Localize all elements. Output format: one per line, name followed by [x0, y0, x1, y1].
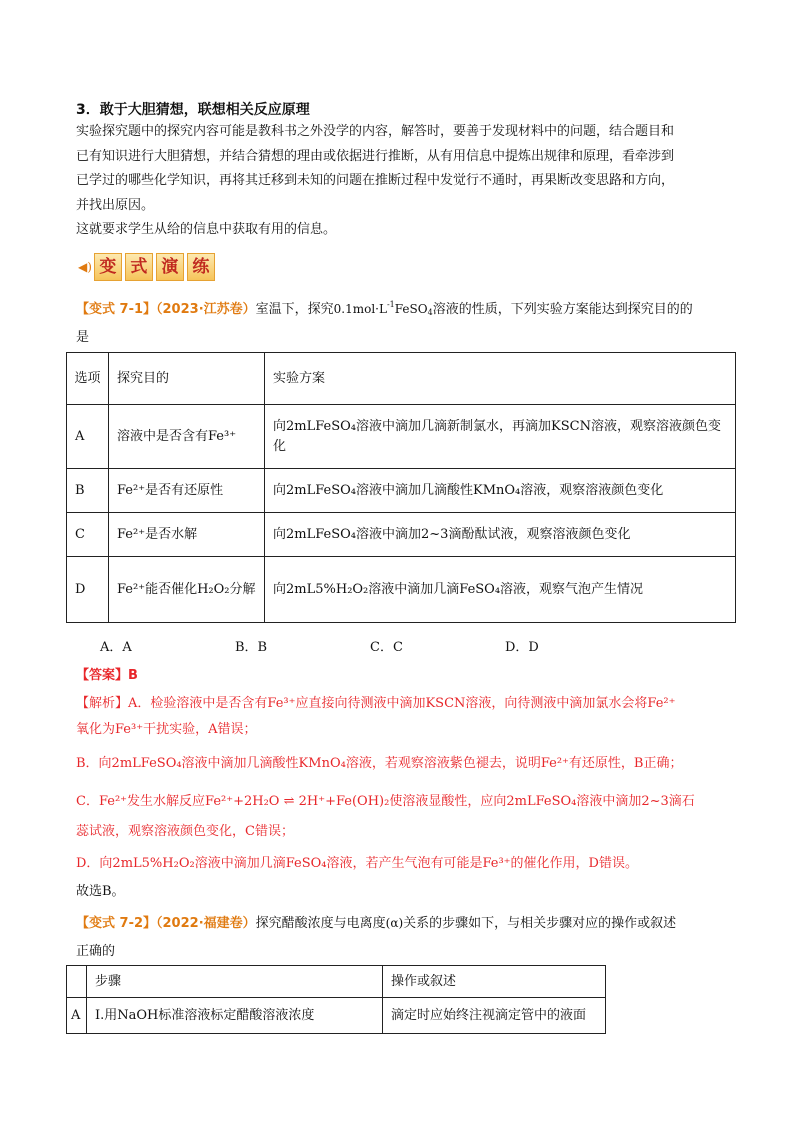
q1-row-opt: D — [67, 557, 109, 623]
q2-stem — [76, 912, 676, 931]
q1-analysis-line-3: B．向2mLFeSO₄溶液中滴加几滴酸性KMnO₄溶液，若观察溶液紫色褪去，说明Fe²⁺有还原性，B正确； — [76, 756, 683, 771]
q1-option-b[interactable]: B．B — [235, 640, 268, 655]
q1-stem — [76, 298, 693, 317]
q1-option-a[interactable]: A．A — [100, 640, 132, 655]
intro-paragraph — [76, 120, 726, 243]
q1-stem-text: 室温下，探究 — [255, 302, 334, 317]
q2-row-opt: A — [67, 998, 87, 1034]
q1-analysis-line-5: 蕊试液，观察溶液颜色变化，C错误； — [76, 824, 294, 839]
q2-tag: 【变式 7-2】 — [76, 916, 157, 931]
q1-table — [66, 352, 736, 623]
q1-option-c[interactable]: C．C — [370, 640, 403, 655]
q1-row-purpose: Fe²⁺是否水解 — [109, 513, 265, 557]
q1-analysis-line-1: 【解析】A．检验溶液中是否含有Fe³⁺应直接向待测液中滴加KSCN溶液，向待测液中滴加氯水会将Fe²⁺ — [76, 696, 676, 711]
q1-conc: 0.1mol·L — [333, 302, 387, 316]
q2-source: （2022·福建卷） — [156, 916, 256, 931]
q1-row-opt: B — [67, 469, 109, 513]
banner-char: 式 — [125, 253, 153, 281]
q2-alpha: (α) — [385, 916, 404, 930]
q1-row-plan: 向2mLFeSO₄溶液中滴加几滴新制氯水，再滴加KSCN溶液，观察溶液颜色变化 — [265, 405, 736, 469]
q1-formula: FeSO — [394, 302, 428, 316]
intro-line-1: 实验探究题中的探究内容可能是教科书之外没学的内容，解答时，要善于发现材料中的问题，结合题目和 — [76, 124, 675, 139]
q1-row-purpose: 溶液中是否含有Fe³⁺ — [109, 405, 265, 469]
intro-line-5: 这就要求学生从给的信息中获取有用的信息。 — [76, 222, 337, 237]
q1-analysis-line-6: D．向2mL5%H₂O₂溶液中滴加几滴FeSO₄溶液，若产生气泡有可能是Fe³⁺的催化作用，D错误。 — [76, 856, 638, 871]
q1-row-purpose: Fe²⁺是否有还原性 — [109, 469, 265, 513]
q1-row-opt: A — [67, 405, 109, 469]
intro-line-3: 已学过的哪些化学知识，再将其迁移到未知的问题在推断过程中发觉行不通时，再果断改变思路和方向， — [76, 173, 675, 188]
q1-formula-sub: 4 — [427, 308, 433, 317]
q2-header-op: 操作或叙述 — [383, 966, 606, 998]
intro-line-4: 并找出原因。 — [76, 197, 155, 213]
q1-row-purpose: Fe²⁺能否催化H₂O₂分解 — [109, 557, 265, 623]
q1-source: （2023·江苏卷） — [156, 302, 256, 317]
q1-row-plan: 向2mLFeSO₄溶液中滴加2~3滴酚酞试液，观察溶液颜色变化 — [265, 513, 736, 557]
q1-header-plan: 实验方案 — [265, 353, 736, 405]
banner-char: 演 — [156, 253, 184, 281]
q1-row-plan: 向2mL5%H₂O₂溶液中滴加几滴FeSO₄溶液，观察气泡产生情况 — [265, 557, 736, 623]
section-heading: 3．敢于大胆猜想，联想相关反应原理 — [76, 102, 310, 118]
q1-conclusion: 故选B。 — [76, 884, 125, 899]
banner-char: 变 — [94, 253, 122, 281]
q1-stem-end: 是 — [76, 330, 90, 345]
q2-stem-text-2: 关系的步骤如下，与相关步骤对应的操作或叙述 — [403, 916, 677, 931]
q1-row-opt: C — [67, 513, 109, 557]
speaker-icon: ◀) — [78, 260, 92, 274]
q1-answer: 【答案】B — [76, 668, 138, 683]
q1-header-purpose: 探究目的 — [109, 353, 265, 405]
exercise-banner — [78, 252, 218, 282]
q1-option-d[interactable]: D．D — [505, 640, 539, 655]
q2-stem-text: 探究醋酸浓度与电离度 — [255, 916, 386, 931]
q1-analysis-line-4: C．Fe²⁺发生水解反应Fe²⁺+2H₂O ⇌ 2H⁺+Fe(OH)₂使溶液显酸性，应向2mLFeSO₄溶液中滴加2~3滴石 — [76, 794, 695, 809]
q1-header-option: 选项 — [67, 353, 109, 405]
q1-options — [100, 636, 640, 655]
q2-stem-end: 正确的 — [76, 944, 116, 959]
q1-analysis-line-2: 氧化为Fe³⁺干扰实验，A错误； — [76, 722, 257, 737]
banner-char: 练 — [187, 253, 215, 281]
q2-header-step: 步骤 — [87, 966, 383, 998]
q2-row-step: Ⅰ.用NaOH标准溶液标定醋酸溶液浓度 — [87, 998, 383, 1034]
q2-table — [66, 965, 606, 1034]
intro-line-2: 已有知识进行大胆猜想，并结合猜想的理由或依据进行推断，从有用信息中提炼出规律和原理，看牵涉到 — [76, 148, 675, 164]
q1-conc-sup: -1 — [386, 300, 395, 309]
q2-row-op: 滴定时应始终注视滴定管中的液面 — [383, 998, 606, 1034]
q2-header-blank — [67, 966, 87, 998]
q1-stem-text-2: 溶液的性质，下列实验方案能达到探究目的的 — [432, 302, 693, 317]
q1-tag: 【变式 7-1】 — [76, 302, 157, 317]
q1-row-plan: 向2mLFeSO₄溶液中滴加几滴酸性KMnO₄溶液，观察溶液颜色变化 — [265, 469, 736, 513]
